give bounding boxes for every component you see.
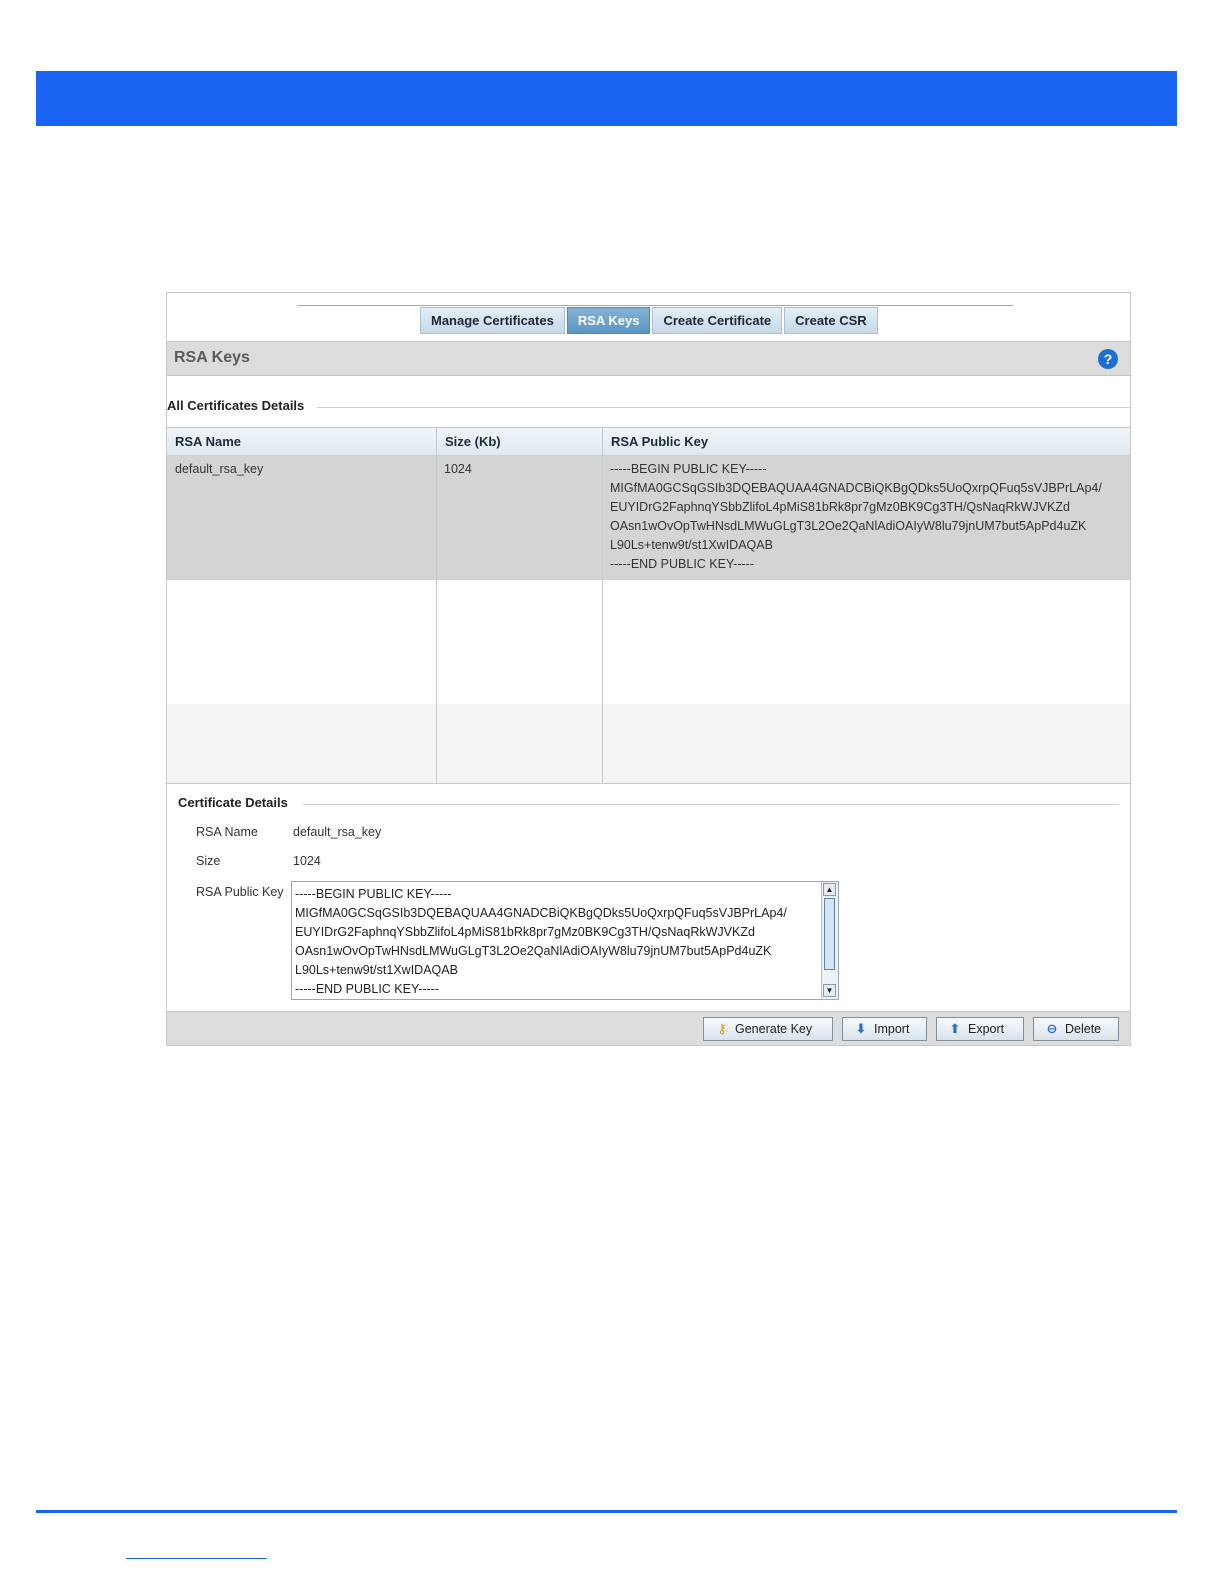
column-header-public-key[interactable]: RSA Public Key xyxy=(611,434,709,449)
rsa-name-label: RSA Name xyxy=(196,825,258,839)
column-header-size[interactable]: Size (Kb) xyxy=(445,434,501,449)
section-certificate-details: Certificate Details xyxy=(178,795,296,810)
vertical-scrollbar[interactable] xyxy=(821,882,838,999)
rsa-keys-table xyxy=(167,427,1130,784)
size-value: 1024 xyxy=(293,854,321,868)
table-row[interactable] xyxy=(167,456,1130,580)
cell-size: 1024 xyxy=(444,462,472,476)
page-title: RSA Keys xyxy=(174,349,250,366)
column-header-rsa-name[interactable]: RSA Name xyxy=(175,434,241,449)
bottom-rule xyxy=(36,1510,1177,1513)
key-line: L90Ls+tenw9t/st1XwIDAQAB xyxy=(295,963,458,977)
key-line: -----END PUBLIC KEY----- xyxy=(610,557,754,571)
key-line: -----END PUBLIC KEY----- xyxy=(295,982,439,996)
title-bar xyxy=(167,341,1130,376)
tab-rsa-keys[interactable]: RSA Keys xyxy=(567,307,651,334)
export-label: Export xyxy=(968,1022,1005,1036)
size-label: Size xyxy=(196,854,221,868)
section-rule xyxy=(303,804,1119,805)
export-button[interactable] xyxy=(936,1017,1024,1041)
action-bar xyxy=(167,1011,1130,1045)
public-key-label: RSA Public Key xyxy=(196,885,284,899)
key-line: OAsn1wOvOpTwHNsdLMWuGLgT3L2Oe2QaNlAdiOAIyW8lu79jnUM7but5ApPd4uZK xyxy=(295,944,772,958)
column-divider xyxy=(436,428,437,783)
cell-rsa-name: default_rsa_key xyxy=(175,462,264,476)
key-line: L90Ls+tenw9t/st1XwIDAQAB xyxy=(610,538,773,552)
rsa-keys-panel xyxy=(166,292,1131,1046)
delete-label: Delete xyxy=(1065,1022,1102,1036)
empty-table-row xyxy=(167,704,1130,783)
public-key-text xyxy=(295,885,787,999)
scroll-down-icon[interactable]: ▼ xyxy=(823,984,836,997)
export-arrow-icon: ⬆ xyxy=(949,1021,961,1036)
minus-circle-icon: ⊖ xyxy=(1046,1021,1058,1036)
rsa-name-value: default_rsa_key xyxy=(293,825,382,839)
top-banner xyxy=(36,71,1177,126)
tab-create-certificate[interactable]: Create Certificate xyxy=(652,307,782,334)
column-divider xyxy=(602,428,603,783)
table-header xyxy=(167,428,1130,456)
footer-link-underline xyxy=(126,1558,267,1559)
help-icon[interactable]: ? xyxy=(1098,349,1118,369)
key-line: EUYIDrG2FaphnqYSbbZlifoL4pMiS81bRk8pr7gMz0BK9Cg3TH/QsNaqRkWJVKZd xyxy=(295,925,755,939)
tab-create-csr[interactable]: Create CSR xyxy=(784,307,878,334)
key-line: OAsn1wOvOpTwHNsdLMWuGLgT3L2Oe2QaNlAdiOAIyW8lu79jnUM7but5ApPd4uZK xyxy=(610,519,1087,533)
section-all-certificates: All Certificates Details xyxy=(167,398,312,413)
section-rule xyxy=(317,407,1130,408)
tabs-rule xyxy=(297,305,1013,306)
cell-public-key xyxy=(610,460,1102,574)
import-button[interactable] xyxy=(842,1017,927,1041)
tab-bar xyxy=(420,307,878,334)
scroll-thumb[interactable] xyxy=(824,898,835,970)
generate-key-label: Generate Key xyxy=(735,1022,813,1036)
key-line: MIGfMA0GCSqGSIb3DQEBAQUAA4GNADCBiQKBgQDks5UoQxrpQFuq5sVJBPrLAp4/ xyxy=(610,481,1102,495)
key-line: MIGfMA0GCSqGSIb3DQEBAQUAA4GNADCBiQKBgQDks5UoQxrpQFuq5sVJBPrLAp4/ xyxy=(295,906,787,920)
delete-button[interactable] xyxy=(1033,1017,1119,1041)
key-line: -----BEGIN PUBLIC KEY----- xyxy=(295,887,452,901)
import-label: Import xyxy=(874,1022,910,1036)
public-key-textarea[interactable] xyxy=(291,881,839,1000)
tab-manage-certificates[interactable]: Manage Certificates xyxy=(420,307,565,334)
generate-key-button[interactable] xyxy=(703,1017,833,1041)
key-line: EUYIDrG2FaphnqYSbbZlifoL4pMiS81bRk8pr7gMz0BK9Cg3TH/QsNaqRkWJVKZd xyxy=(610,500,1070,514)
key-line: -----BEGIN PUBLIC KEY----- xyxy=(610,462,767,476)
key-icon: ⚷ xyxy=(717,1021,727,1036)
scroll-up-icon[interactable]: ▲ xyxy=(823,883,836,896)
import-arrow-icon: ⬇ xyxy=(855,1021,867,1036)
